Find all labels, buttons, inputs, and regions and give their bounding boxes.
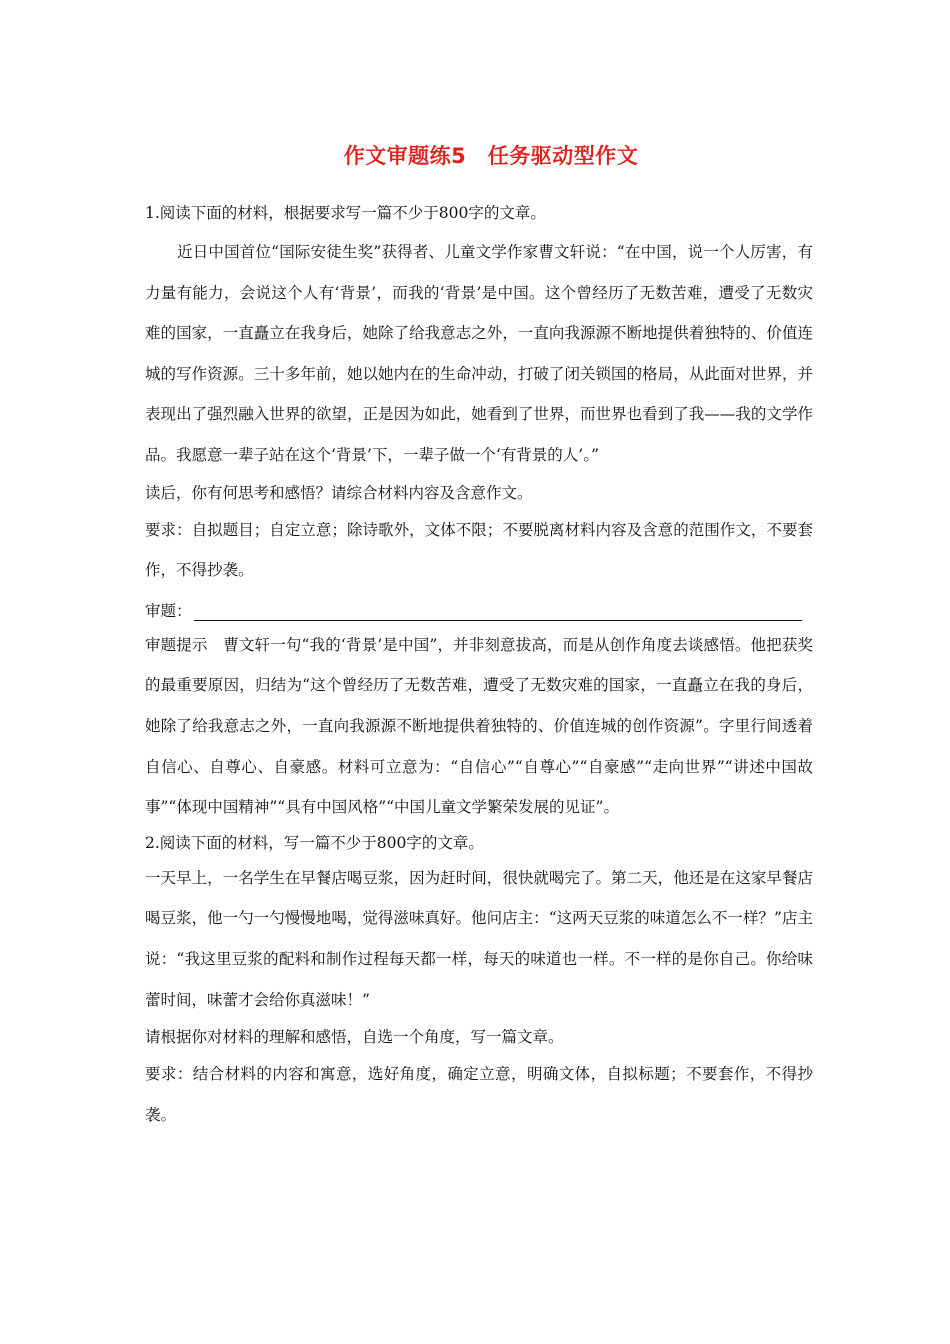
- question-2-requirements: 要求：结合材料的内容和寓意，选好角度，确定立意，明确文体，自拟标题；不要套作，不得抄袭。: [145, 1065, 813, 1124]
- document-page: [145, 140, 813, 1135]
- question-2-prompt: 请根据你对材料的理解和感悟，自选一个角度，写一篇文章。: [145, 1028, 564, 1047]
- question-2-material: 一天早上，一名学生在早餐店喝豆浆，因为赶时间，很快就喝完了。第二天，他还是在这家早餐店喝豆浆，他一勺一勺慢慢地喝，觉得滋味真好。他问店主：“这两天豆浆的味道怎么不一样？”店主说：“我这里豆浆的配料和制作过程每天都一样，每天的味道也一样。不一样的是你自己。你给味蕾时间，味蕾才会给你真滋味！”: [145, 868, 813, 1009]
- analysis-label: 审题：: [145, 601, 192, 620]
- analysis-answer-blank[interactable]: [194, 602, 802, 621]
- question-1-prompt: 读后，你有何思考和感悟？请综合材料内容及含意作文。: [145, 483, 533, 502]
- question-1-material: 近日中国首位“国际安徒生奖”获得者、儿童文学作家曹文轩说：“在中国，说一个人厉害，有力量有能力，会说这个人有‘背景’，而我的‘背景’是中国。这个曾经历了无数苦难，遭受了无数灾难的国家，一直矗立在我身后，她除了给我意志之外，一直向我源源不断地提供着独特的、价值连城的写作资源。三十多年前，她以她内在的生命冲动，打破了闭关锁国的格局，从此面对世界，并表现出了强烈融入世界的欲望，正是因为如此，她看到了世界，而世界也看到了我——我的文学作品。我愿意一辈子站在这个‘背景’下，一辈子做一个‘有背景的人’。”: [145, 243, 813, 464]
- page-title: 作文审题练5 任务驱动型作文: [343, 144, 639, 168]
- question-1-heading: 1.阅读下面的材料，根据要求写一篇不少于800字的文章。: [145, 204, 546, 222]
- analysis-answer-row: [145, 591, 813, 621]
- question-1-requirements: 要求：自拟题目；自定立意；除诗歌外，文体不限；不要脱离材料内容及含意的范围作文，不要套作，不得抄袭。: [145, 520, 813, 580]
- question-2-heading: 2.阅读下面的材料，写一篇不少于800字的文章。: [145, 833, 484, 852]
- analysis-hint: 审题提示 曹文轩一句“我的‘背景’是中国”，并非刻意拔高，而是从创作角度去谈感悟。他把获奖的最重要原因，归结为“这个曾经历了无数苦难，遭受了无数灾难的国家，一直矗立在我的身后，她除了给我意志之外，一直向我源源不断地提供着独特的、价值连城的创作资源”。字里行间透着自信心、自尊心、自豪感。材料可立意为：“自信心”“自尊心”“自豪感”“走向世界”“讲述中国故事”“体现中国精神”“具有中国风格”“中国儿童文学繁荣发展的见证”。: [145, 635, 813, 817]
